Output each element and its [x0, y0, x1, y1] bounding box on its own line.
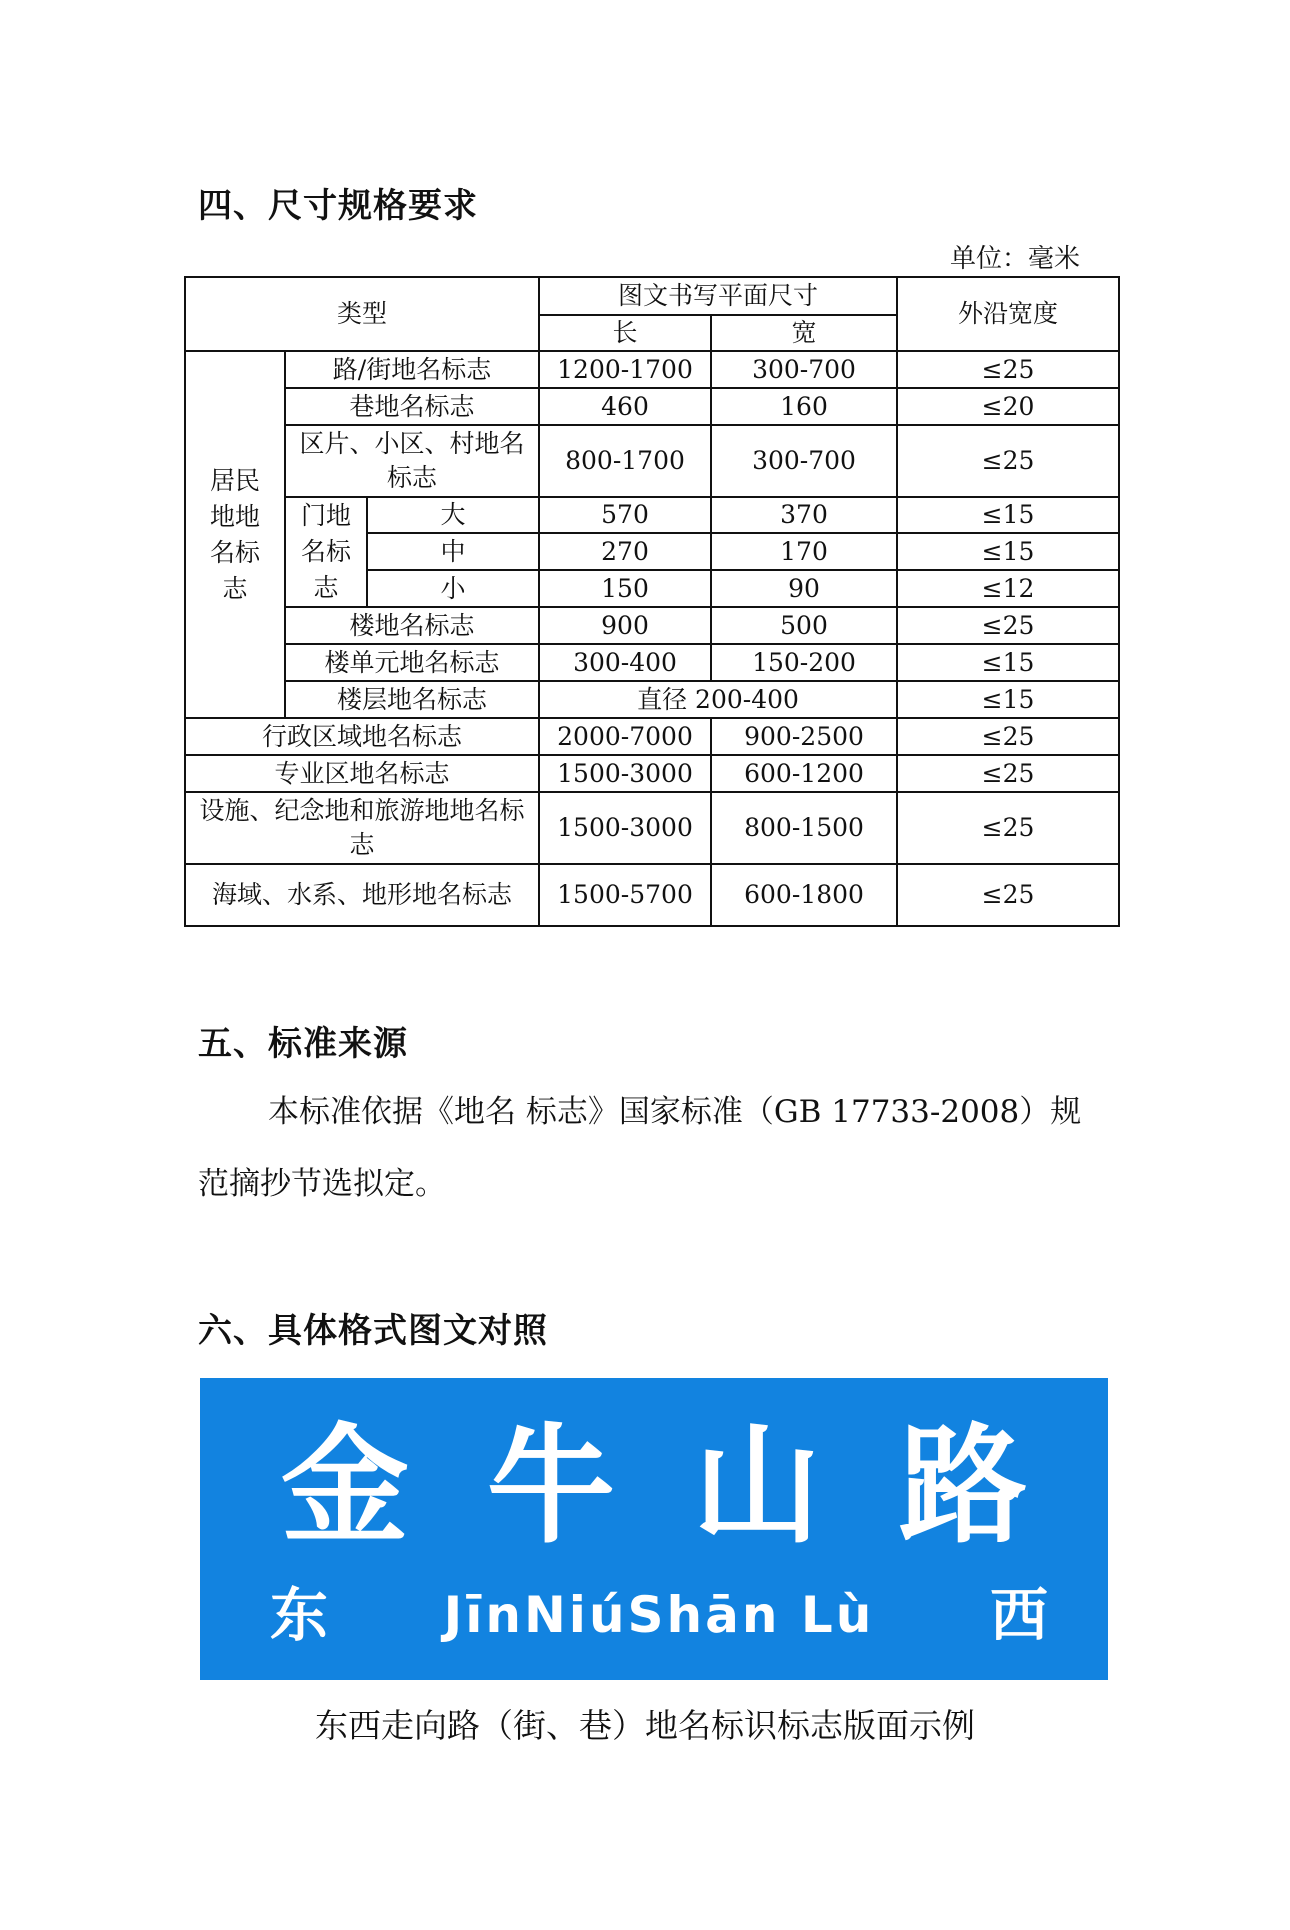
row-border: ≤25 — [897, 718, 1119, 755]
row-name: 专业区地名标志 — [185, 755, 539, 792]
row-border: ≤25 — [897, 425, 1119, 497]
row-width: 900-2500 — [711, 718, 897, 755]
row-border: ≤15 — [897, 681, 1119, 718]
table-row — [185, 792, 1119, 864]
row-border: ≤15 — [897, 497, 1119, 533]
table-row — [185, 388, 1119, 425]
header-border: 外沿宽度 — [897, 277, 1119, 351]
row-length: 300-400 — [539, 644, 711, 681]
unit-label: 单位：毫米 — [950, 244, 1081, 274]
row-length: 270 — [539, 533, 711, 570]
section-4-heading: 四、尺寸规格要求 — [198, 186, 478, 226]
sign-west-label: 西 — [989, 1581, 1048, 1649]
row-length: 1500-5700 — [539, 864, 711, 926]
row-width: 600-1200 — [711, 755, 897, 792]
row-name: 设施、纪念地和旅游地地名标志 — [185, 792, 539, 864]
door-group-label: 门地名标志 — [285, 497, 367, 607]
table-row — [185, 755, 1119, 792]
table-row — [185, 864, 1119, 926]
row-name: 路/街地名标志 — [285, 351, 539, 388]
row-border: ≤25 — [897, 351, 1119, 388]
row-length: 800-1700 — [539, 425, 711, 497]
row-border: ≤15 — [897, 644, 1119, 681]
row-name: 行政区域地名标志 — [185, 718, 539, 755]
table-row — [185, 497, 1119, 533]
row-length: 1200-1700 — [539, 351, 711, 388]
row-width: 170 — [711, 533, 897, 570]
row-width: 600-1800 — [711, 864, 897, 926]
sign-pinyin: JīnNiúShān Lù — [443, 1586, 875, 1644]
section-5-body: 本标准依据《地名 标志》国家标准（GB 17733-2008）规范摘抄节选拟定。 — [198, 1094, 1082, 1202]
sign-east-label: 东 — [270, 1581, 329, 1649]
row-border: ≤15 — [897, 533, 1119, 570]
row-name: 楼单元地名标志 — [285, 644, 539, 681]
row-width: 150-200 — [711, 644, 897, 681]
row-length: 1500-3000 — [539, 755, 711, 792]
row-length: 1500-3000 — [539, 792, 711, 864]
row-border: ≤20 — [897, 388, 1119, 425]
row-name: 巷地名标志 — [285, 388, 539, 425]
row-width: 500 — [711, 607, 897, 644]
row-length: 150 — [539, 570, 711, 607]
row-name: 楼地名标志 — [285, 607, 539, 644]
row-width: 800-1500 — [711, 792, 897, 864]
row-length: 2000-7000 — [539, 718, 711, 755]
row-border: ≤25 — [897, 607, 1119, 644]
row-border: ≤25 — [897, 755, 1119, 792]
row-length: 900 — [539, 607, 711, 644]
sign-caption: 东西走向路（街、巷）地名标识标志版面示例 — [315, 1706, 975, 1745]
table-row — [185, 644, 1119, 681]
table-row — [185, 425, 1119, 497]
row-border: ≤25 — [897, 864, 1119, 926]
row-width: 370 — [711, 497, 897, 533]
sign-road-name: 金牛山路 — [280, 1412, 1105, 1561]
row-name: 楼层地名标志 — [285, 681, 539, 718]
row-name: 小 — [367, 570, 539, 607]
row-name: 中 — [367, 533, 539, 570]
row-border: ≤12 — [897, 570, 1119, 607]
section-6-heading: 六、具体格式图文对照 — [198, 1311, 548, 1351]
table-row — [185, 681, 1119, 718]
row-diameter: 直径 200-400 — [539, 681, 897, 718]
row-name: 海域、水系、地形地名标志 — [185, 864, 539, 926]
row-length: 570 — [539, 497, 711, 533]
table-header-row — [185, 277, 1119, 315]
row-width: 90 — [711, 570, 897, 607]
header-width: 宽 — [711, 315, 897, 351]
row-border: ≤25 — [897, 792, 1119, 864]
row-width: 300-700 — [711, 425, 897, 497]
header-size: 图文书写平面尺寸 — [539, 277, 897, 315]
row-length: 460 — [539, 388, 711, 425]
sign-bottom-row — [270, 1580, 1048, 1650]
resident-group-label: 居民地地名标志 — [185, 351, 285, 718]
row-width: 160 — [711, 388, 897, 425]
size-spec-table — [184, 276, 1120, 927]
road-sign-example — [200, 1378, 1108, 1680]
row-name: 大 — [367, 497, 539, 533]
row-width: 300-700 — [711, 351, 897, 388]
table-row — [185, 718, 1119, 755]
table-row — [185, 351, 1119, 388]
header-length: 长 — [539, 315, 711, 351]
section-5-heading: 五、标准来源 — [198, 1024, 408, 1064]
row-name: 区片、小区、村地名标志 — [285, 425, 539, 497]
header-type: 类型 — [185, 277, 539, 351]
table-row — [185, 607, 1119, 644]
